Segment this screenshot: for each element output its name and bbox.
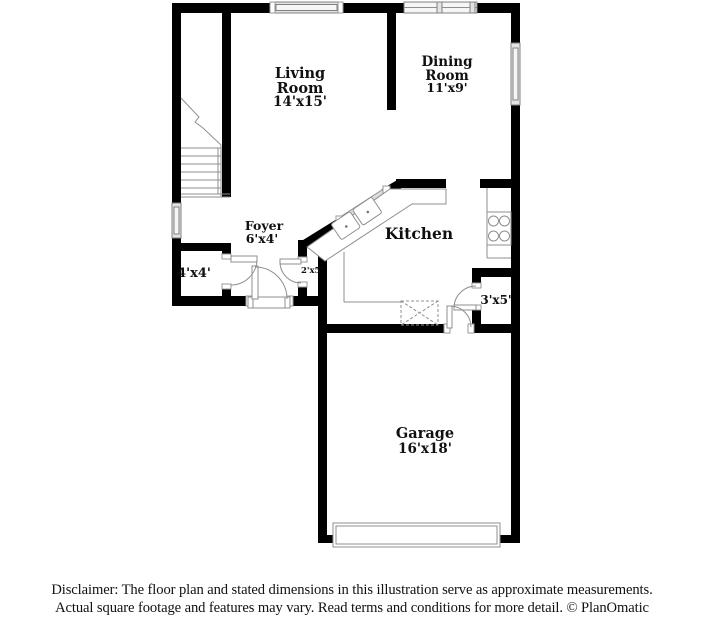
room-label-dining [421, 54, 473, 95]
room-label-closet-3x5 [480, 293, 511, 307]
room-label-closet-2x5 [301, 266, 323, 276]
disclaimer-line-1: Disclaimer: The floor plan and stated dimensions in this illustration serve as approximate measurements. [51, 582, 653, 598]
foyer-dimensions: 6'x4' [245, 231, 279, 246]
living-room-name-1: Living [274, 65, 326, 82]
disclaimer-text [0, 581, 704, 617]
kitchen-name: Kitchen [384, 224, 454, 243]
room-label-foyer [245, 218, 284, 246]
dining-room-name-2: Room [425, 68, 469, 84]
window-foyer-left [172, 203, 181, 238]
closet-3x5-dimensions: 3'x5' [480, 293, 512, 307]
living-room-dimensions: 14'x15' [273, 94, 327, 110]
dining-room-name-1: Dining [421, 54, 473, 70]
garage-dimensions: 16'x18' [398, 441, 452, 457]
range-stove [487, 212, 511, 245]
disclaimer-line-2: Actual square footage and features may vary. Read terms and conditions for more detail. © PlanOmatic [55, 600, 649, 616]
closet-4x4-dimensions: 4'x4' [177, 266, 211, 281]
closet-2x5-dimensions: 2'x5' [300, 266, 324, 276]
room-label-closet-4x4 [177, 266, 211, 281]
window-dining-right [511, 43, 520, 105]
room-label-garage [396, 425, 454, 457]
window-living-top [270, 2, 343, 13]
living-room-name-2: Room [276, 80, 324, 97]
dishwasher [401, 301, 438, 325]
dining-room-dimensions: 11'x9' [426, 80, 468, 95]
garage-name: Garage [395, 425, 455, 442]
window-dining-top [404, 2, 477, 13]
closet-3x5-door [454, 283, 481, 310]
room-label-kitchen [385, 224, 453, 243]
room-label-living [273, 65, 327, 110]
garage-door [333, 523, 500, 547]
foyer-name: Foyer [244, 218, 284, 233]
